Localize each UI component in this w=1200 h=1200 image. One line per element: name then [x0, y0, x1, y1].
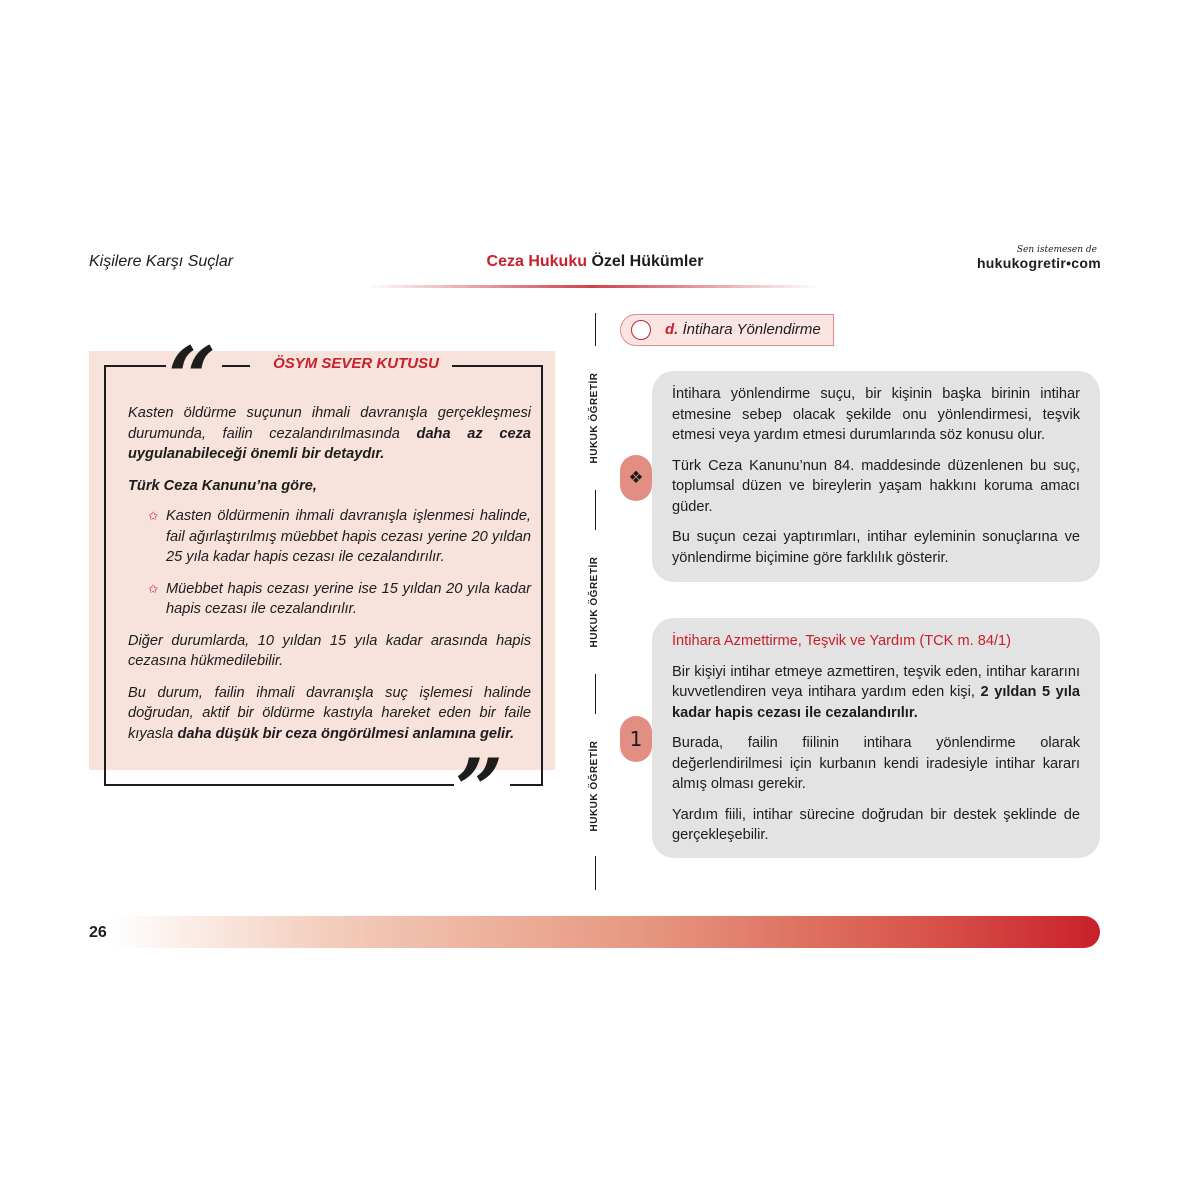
divider-line: [595, 313, 596, 346]
divider-label: HUKUK ÖĞRETİR: [589, 556, 600, 648]
osym-frame-bottom: [510, 784, 543, 786]
osym-paragraph-text: Kasten öldürme suçunun ihmali davranışla gerçekleşmesi durumunda, failin cezalandırılmasında: [128, 405, 531, 442]
osym-box-title: ÖSYM SEVER KUTUSU: [273, 355, 439, 372]
card-paragraph: Yardım fiili, intihar sürecine doğrudan bir destek şeklinde de gerçekleşebilir.: [672, 806, 1080, 843]
osym-frame-top: [104, 365, 166, 367]
osym-paragraph-text: Bu durum, failin ihmali davranışla suç işlemesi halinde doğrudan, aktif bir öldürme kastıyla hareket eden bir faile kıyasla: [128, 684, 531, 742]
card-paragraph: İntihara yönlendirme suçu, bir kişinin başka birinin intihar etmesine sebep olacak şekilde onu yönlendirmesi, teşvik etmesi veya yardım etmesi durumlarında söz konusu olur.: [672, 386, 1080, 443]
book-title-accent: Ceza Hukuku: [486, 253, 587, 270]
osym-paragraph: [128, 683, 531, 745]
osym-bullet-text: Kasten öldürmenin ihmali davranışla işlenmesi halinde, fail ağırlaştırılmış müebbet hapis cezası yerine 20 yıldan 25 yıla kadar hapis cezası ile cezalandırılır.: [166, 508, 531, 565]
divider-line: [595, 674, 596, 714]
divider-label: HUKUK ÖĞRETİR: [589, 740, 600, 832]
osym-bullet-item: [128, 579, 531, 620]
section-letter: d.: [665, 321, 679, 338]
article-card-title: İntihara Azmettirme, Teşvik ve Yardım (TCK m. 84/1): [672, 633, 1012, 649]
card-paragraph-emphasis: 2 yıldan 5 yıla kadar hapis cezası ile cezalandırılır.: [672, 684, 1080, 721]
divider-label: HUKUK ÖĞRETİR: [589, 372, 600, 464]
osym-frame-bottom: [104, 784, 454, 786]
osym-paragraph: [128, 403, 531, 465]
number-marker: 1: [620, 716, 652, 762]
osym-frame-top: [452, 365, 543, 367]
brand-site: hukukogretir•com: [976, 255, 1101, 271]
osym-frame-right: [541, 365, 543, 785]
card-paragraph: Bu suçun cezai yaptırımları, intihar eyleminin sonuçlarına ve yönlendirme biçimine göre farklılık gösterir.: [672, 529, 1080, 566]
osym-paragraph-emphasis: daha az ceza uygulanabileceği önemli bir detaydır.: [128, 425, 531, 462]
card-paragraph: Burada, failin fiilinin intihara yönlendirme olarak değerlendirilmesi için kurbanın kendi iradesiyle intihar kararı almış olması gerekir.: [672, 735, 1080, 792]
book-title: [420, 253, 770, 271]
circle-icon: [631, 320, 651, 340]
divider-line: [595, 490, 596, 530]
osym-frame-top: [222, 365, 250, 367]
divider-line: [595, 856, 596, 890]
osym-frame-left: [104, 365, 106, 785]
osym-paragraph-emphasis: daha düşük bir ceza öngörülmesi anlamına gelir.: [177, 725, 515, 742]
star-bullet-icon: ✩: [148, 581, 159, 596]
diamond-marker-icon: ❖: [620, 455, 652, 501]
brand-logo: [977, 245, 1101, 271]
osym-bullet-item: [128, 506, 531, 568]
osym-bullet-list: [128, 506, 531, 620]
osym-lead-text: Türk Ceza Kanunu’na göre,: [128, 477, 317, 494]
brand-slogan: Sen istemesen de: [1016, 245, 1097, 255]
section-heading-text: [665, 321, 821, 338]
page-number: 26: [89, 924, 107, 941]
open-quote-icon: “: [168, 328, 217, 427]
close-quote-icon: ”: [455, 740, 504, 839]
osym-paragraph: Diğer durumlarda, 10 yıldan 15 yıla kadar arasında hapis cezasına hükmedilebilir.: [128, 632, 531, 669]
article-card: [652, 618, 1100, 858]
card-paragraph-text: Bir kişiyi intihar etmeye azmettiren, teşvik eden, intihar kararını kuvvetlendiren veya intihara yardım eden kişi,: [672, 663, 1080, 700]
section-title: İntihara Yönlendirme: [682, 321, 821, 338]
osym-box-body: [128, 403, 531, 755]
osym-lead: [128, 476, 531, 497]
header-divider: [365, 285, 820, 288]
osym-bullet-text: Müebbet hapis cezası yerine ise 15 yıldan 20 yıla kadar hapis cezası ile cezalandırılır.: [166, 580, 531, 617]
section-heading: [620, 314, 834, 346]
card-paragraph: [672, 662, 1080, 724]
star-bullet-icon: ✩: [148, 509, 159, 523]
card-paragraph: Türk Ceza Kanunu’nun 84. maddesinde düzenlenen bu suç, toplumsal düzen ve bireylerin yaşam hakkını koruma amacı güder.: [672, 457, 1080, 515]
info-card: [652, 371, 1100, 582]
book-title-rest: Özel Hükümler: [591, 253, 704, 270]
chapter-title: Kişilere Karşı Suçlar: [89, 253, 234, 270]
footer-gradient-bar: [110, 916, 1100, 948]
